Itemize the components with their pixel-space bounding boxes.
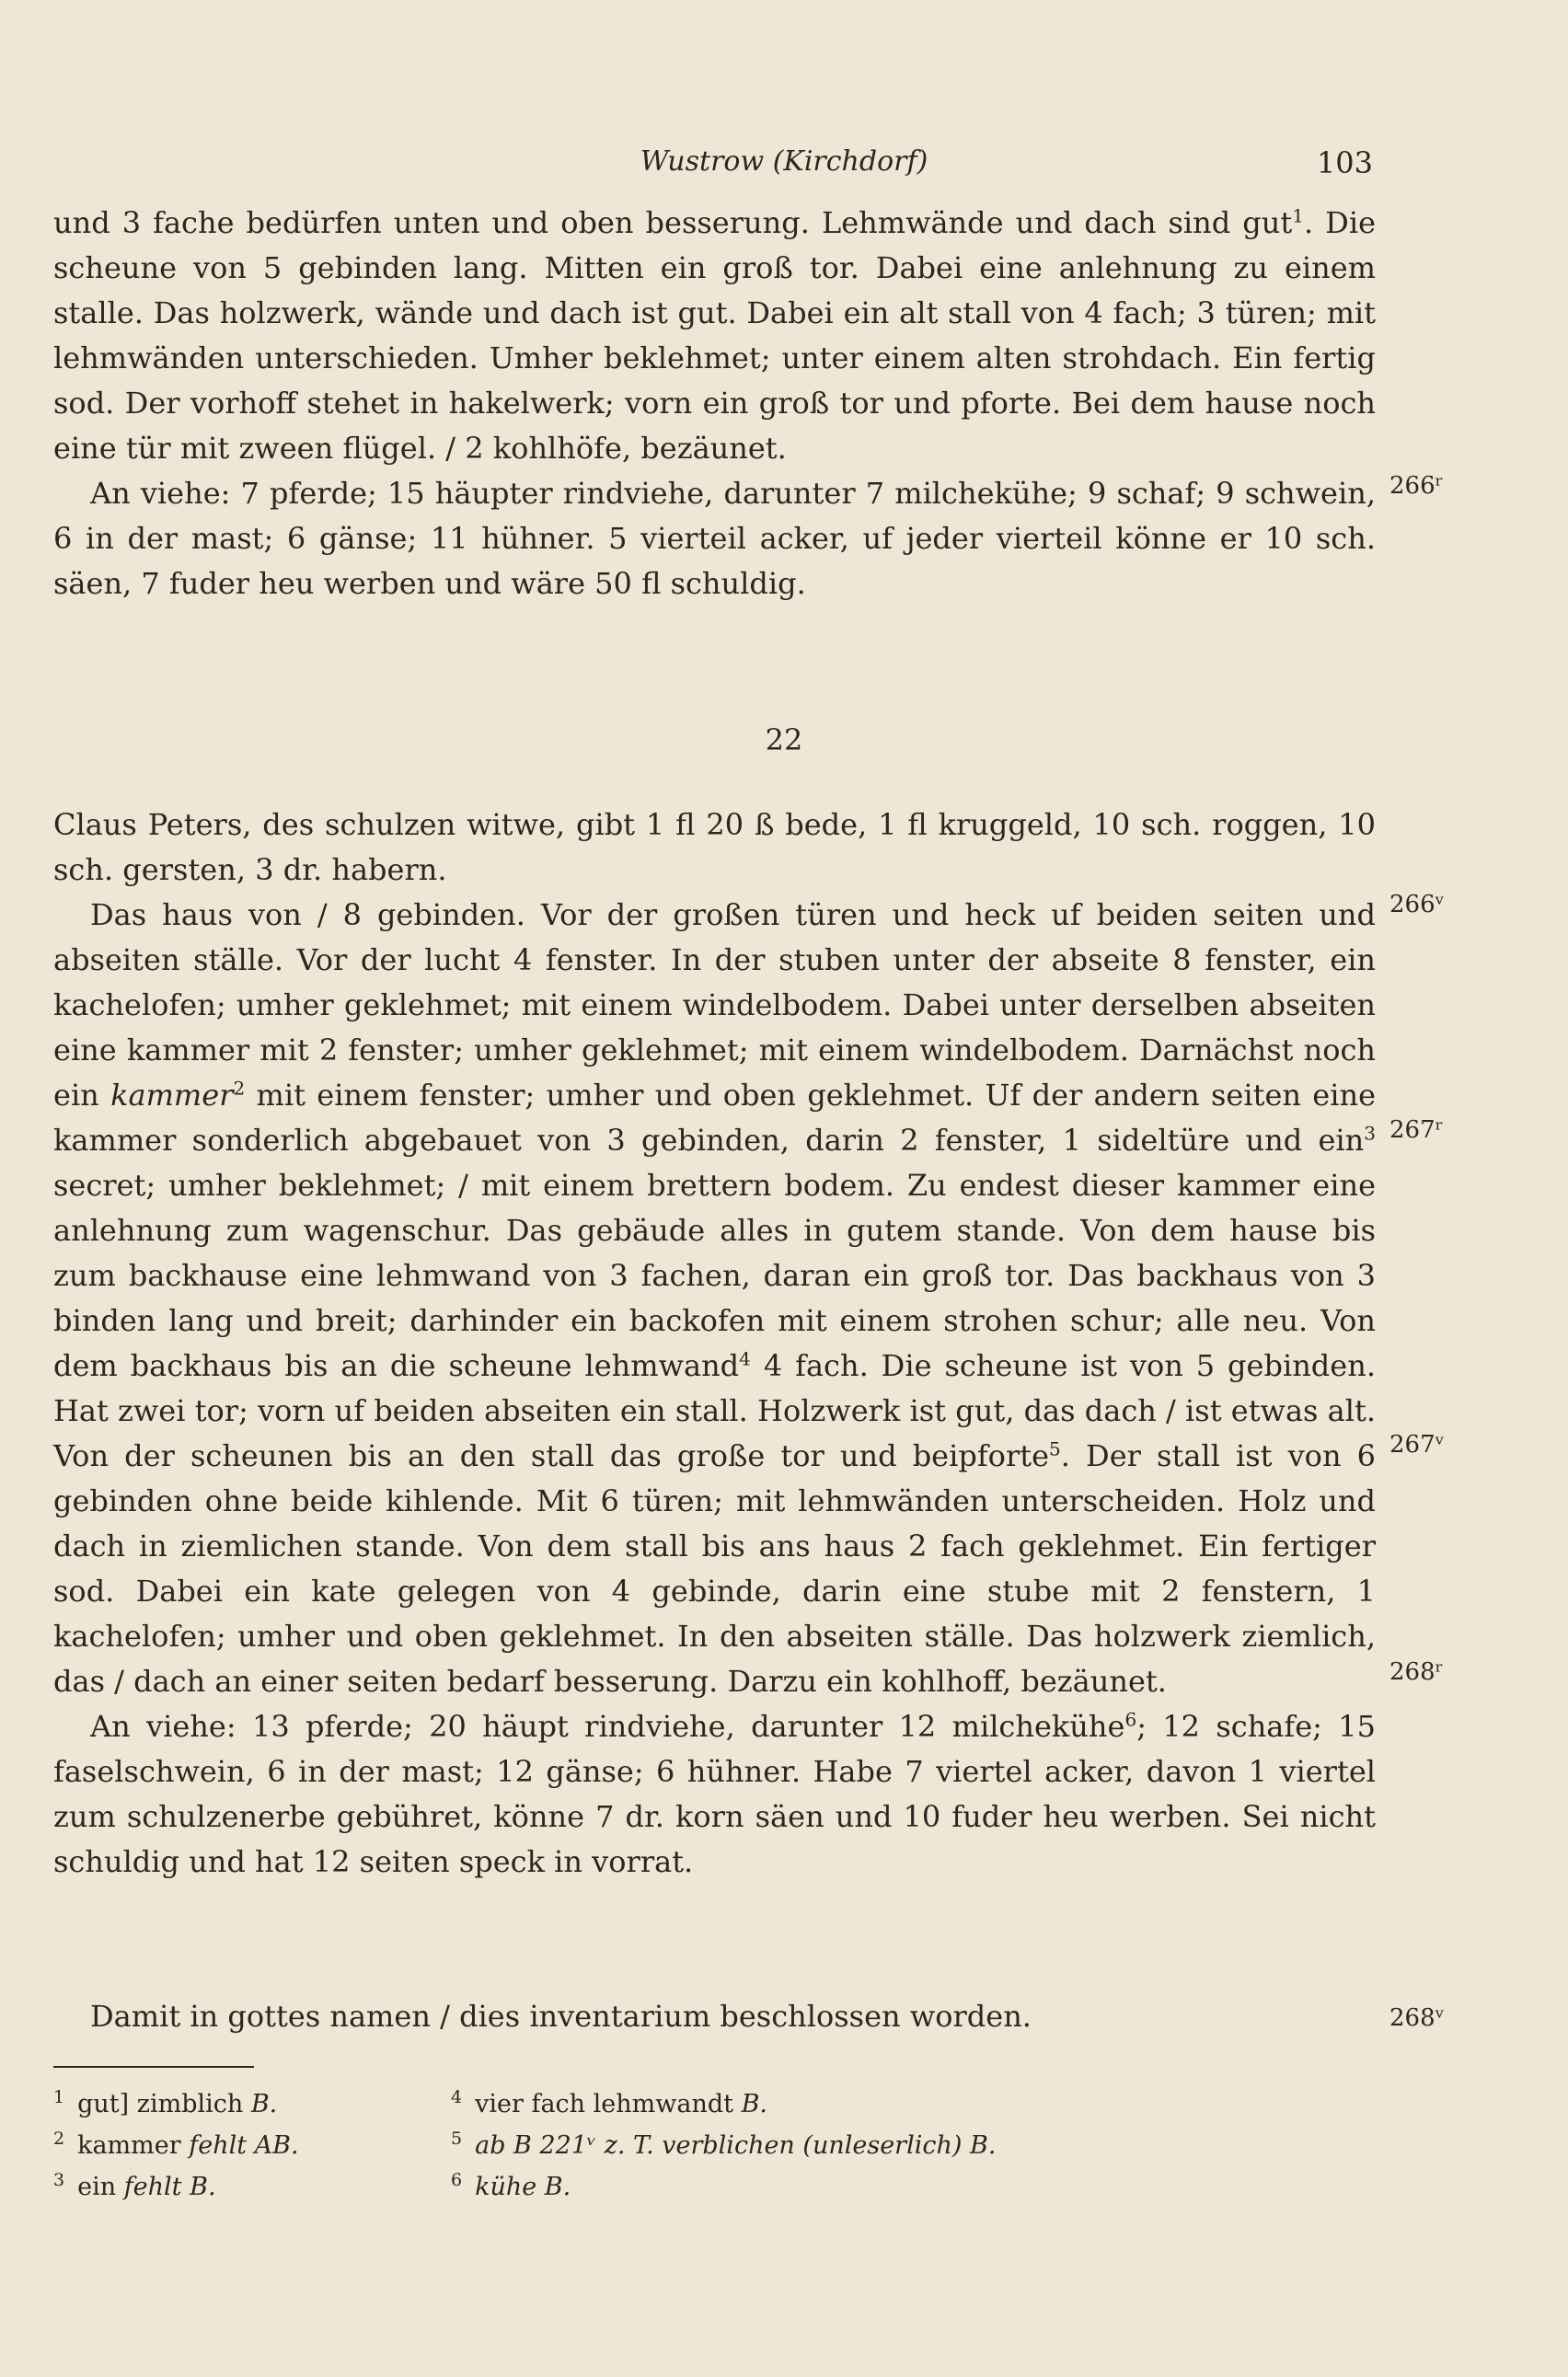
- footnote-2: $^2$ kammer fehlt AB.: [53, 2129, 299, 2160]
- margin-folio-268v: 268ᵛ: [1389, 2004, 1445, 2032]
- footnote-ref-5: 5: [1049, 1437, 1061, 1460]
- running-header-title: Wustrow (Kirchdorf): [640, 145, 928, 178]
- margin-folio-266r: 266ʳ: [1389, 472, 1444, 500]
- margin-folio-266v: 266ᵛ: [1389, 891, 1445, 918]
- closing-line: Damit in gottes namen / dies inventarium beschlossen worden.: [90, 1999, 1032, 2034]
- paragraph-livestock-1: An viehe: 7 pferde; 15 häupter rindviehe, darunter 7 milchekühe; 9 schaf; 9 schwein, 6 in der mast; 6 gänse; 11 hühner. 5 vierteil acker, uf jeder vierteil könne er 10 sch. säen, 7 fuder heu werben und wäre 50 fl schuldig.: [53, 476, 1376, 601]
- text-block-section-22: [53, 802, 1376, 1885]
- text-block-continuation: [53, 201, 1376, 606]
- page-number: 103: [1316, 145, 1373, 180]
- footnote-ref-3: 3: [1364, 1122, 1376, 1145]
- section-number: 22: [765, 722, 803, 757]
- paragraph-livestock-2: An viehe: 13 pferde; 20 häupt rindviehe, darunter 12 milchekühe$^6$; 12 schafe; 15 faselschwein, 6 in der mast; 12 gänse; 6 hühner. Habe 7 viertel acker, davon 1 viertel zum schulzenerbe gebühret, könne 7 dr. korn säen und 10 fuder heu werben. Sei nicht schuldig und hat 12 seiten speck in vorrat.: [53, 1708, 1377, 1879]
- footnote-1: $^1$ gut] zimblich B.: [53, 2087, 278, 2118]
- footnote-divider: [53, 2066, 254, 2068]
- footnote-5: $^5$ ab B 221ᵛ z. T. verblichen (unleserlich) B.: [451, 2129, 997, 2160]
- margin-folio-268r: 268ʳ: [1389, 1658, 1444, 1686]
- footnote-ref-6: 6: [1124, 1708, 1137, 1731]
- paragraph-intro: Claus Peters, des schulzen witwe, gibt 1 fl 20 ß bede, 1 fl kruggeld, 10 sch. roggen, 10 sch. gersten, 3 dr. habern.: [53, 807, 1376, 887]
- footnote-ref-4: 4: [739, 1347, 751, 1370]
- margin-folio-267v: 267ᵛ: [1389, 1431, 1445, 1459]
- footnote-3: $^3$ ein fehlt B.: [53, 2170, 216, 2201]
- footnote-ref-1: 1: [1292, 204, 1304, 227]
- footnote-ref-2: 2: [233, 1077, 246, 1100]
- margin-folio-267r: 267ʳ: [1389, 1116, 1444, 1144]
- footnote-6: $^6$ kühe B.: [451, 2170, 571, 2201]
- paragraph-continuation: und 3 fache bedürfen unten und oben besserung. Lehmwände und dach sind gut$^1$. Die scheune von 5 gebinden lang. Mitten ein groß tor. Dabei eine anlehnung zu einem stalle. Das holzwerk, wände und dach ist gut. Dabei ein alt stall von 4 fach; 3 türen; mit lehmwänden unterschieden. Umher beklehmet; unter einem alten strohdach. Ein fertig sod. Der vorhoff stehet in hakelwerk; vorn ein groß tor und pforte. Bei dem hause noch eine tür mit zween flügel. / 2 kohlhöfe, bezäunet.: [53, 204, 1377, 466]
- footnote-4: $^4$ vier fach lehmwandt B.: [451, 2087, 767, 2118]
- paragraph-house-description: Das haus von / 8 gebinden. Vor der großen türen und heck uf beiden seiten und abseiten ställe. Vor der lucht 4 fenster. In der stuben unter der abseite 8 fenster, ein kachelofen; umher geklehmet; mit einem windelbodem. Dabei unter derselben abseiten eine kammer mit 2 fenster; umher geklehmet; mit einem windelbodem. Darnächst noch ein kammer$^2$ mit einem fenster; umher und oben geklehmet. Uf der andern seiten eine kammer sonderlich abgebauet von 3 gebinden, darin 2 fenster, 1 sideltüre und ein$^3$ secret; umher beklehmet; / mit einem brettern bodem. Zu endest dieser kammer eine anlehnung zum wagenschur. Das gebäude alles in gutem stande. Von dem hause bis zum backhause eine lehmwand von 3 fachen, daran ein groß tor. Das backhaus von 3 binden lang und breit; darhinder ein backofen mit einem strohen schur; alle neu. Von dem backhaus bis an die scheune lehmwand$^4$ 4 fach. Die scheune ist von 5 gebinden. Hat zwei tor; vorn uf beiden abseiten ein stall. Holzwerk ist gut, das dach / ist etwas alt. Von der scheunen bis an den stall das große tor und beipforte$^5$. Der stall ist von 6 gebinden ohne beide kihlende. Mit 6 türen; mit lehmwänden unterscheiden. Holz und dach in ziemlichen stande. Von dem stall bis ans haus 2 fach geklehmet. Ein fertiger sod. Dabei ein kate gelegen von 4 gebinde, darin eine stube mit 2 fenstern, 1 kachelofen; umher und oben geklehmet. In den abseiten ställe. Das holzwerk ziemlich, das / dach an einer seiten bedarf besserung. Darzu ein kohlhoff, bezäunet.: [53, 897, 1377, 1699]
